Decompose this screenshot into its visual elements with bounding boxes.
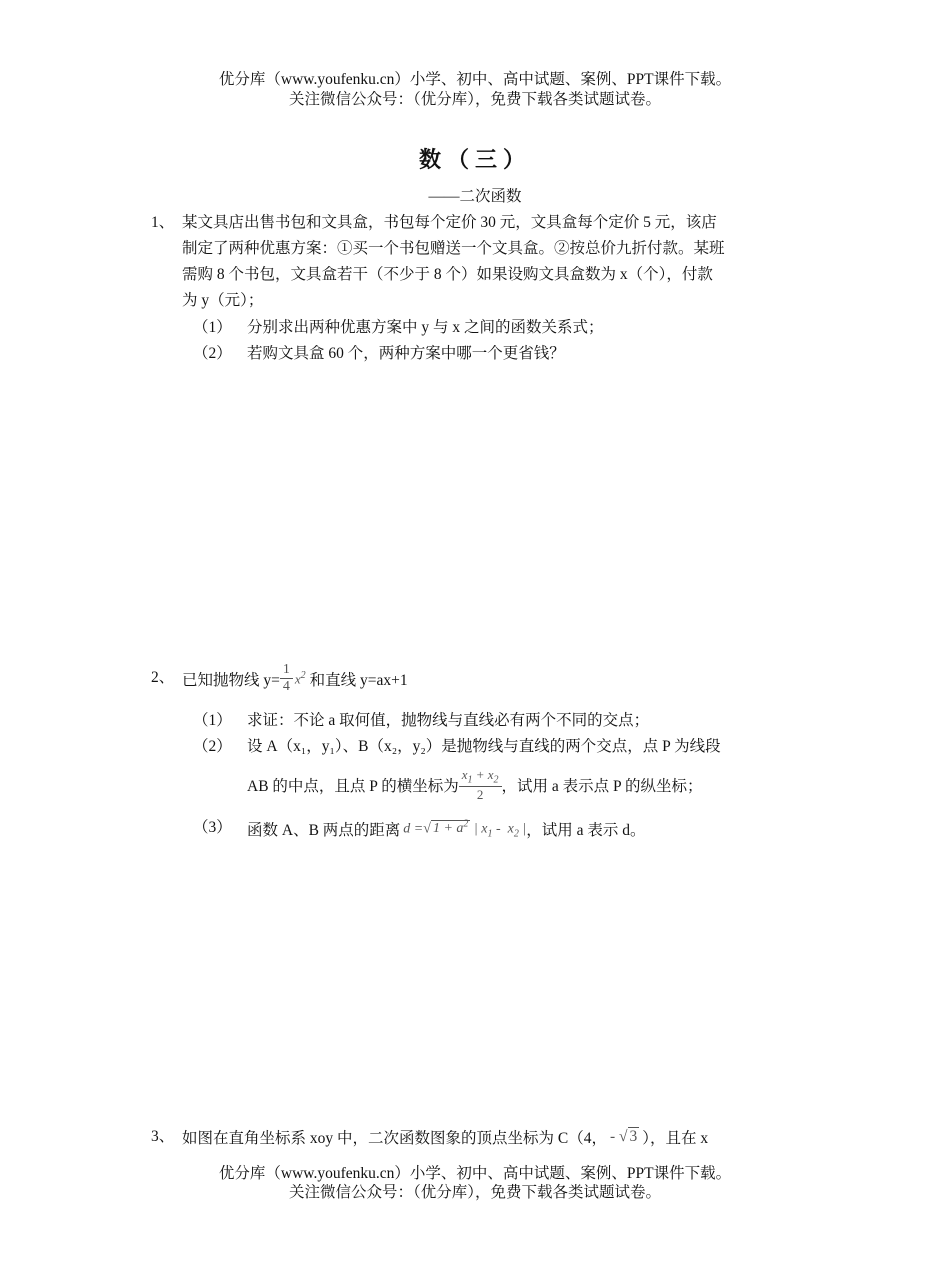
q2-fraction-numerator: 1: [280, 662, 293, 678]
q2-fraction: [280, 662, 293, 695]
q2-sub2-line2-text-a: AB 的中点，且点 P 的横坐标为: [247, 778, 459, 795]
q2-sub2-text: 设 A（x₁，y₁）、B（x₂，y₂）是抛物线与直线的两个交点，点 P 为线段: [247, 738, 721, 755]
q2-sub3-label: （3）: [193, 819, 232, 836]
footer-line-1: 优分库（www.youfenku.cn）小学、初中、高中试题、案例、PPT课件下载。: [218, 1165, 732, 1182]
q2-sub3-text-b: ，试用 a 表示 d。: [526, 822, 646, 839]
q3-text-a: 如图在直角坐标系 xoy 中，二次函数图象的顶点坐标为 C（4，: [182, 1130, 607, 1147]
q3-text-b: ），且在 x: [642, 1130, 709, 1147]
q1-line-3: 需购 8 个书包，文具盒若干（不少于 8 个）如果设购文具盒数为 x（个），付款: [182, 266, 713, 283]
q2-sub2-line2: [247, 763, 702, 807]
header-line-1: 优分库（www.youfenku.cn）小学、初中、高中试题、案例、PPT课件下载。: [218, 71, 732, 88]
q1-sub2-text: 若购文具盒 60 个，两种方案中哪一个更省钱？: [247, 345, 565, 362]
q3-number: 3、: [151, 1128, 175, 1145]
q3-line-1: [182, 1125, 708, 1149]
q1-number: 1、: [151, 214, 175, 231]
q1-line-4: 为 y（元）；: [182, 292, 264, 309]
q2-midpoint-fraction: [459, 768, 502, 802]
q2-intro: [182, 656, 408, 702]
footer-line-2: 关注微信公众号：（优分库），免费下载各类试题试卷。: [288, 1184, 661, 1201]
header-line-2: 关注微信公众号：（优分库），免费下载各类试题试卷。: [288, 91, 661, 108]
q2-x-squared: $x^2$: [294, 670, 306, 687]
q2-number: 2、: [151, 669, 175, 686]
page-subtitle: ——二次函数: [428, 188, 522, 205]
q2-intro-text-b: 和直线 y=ax+1: [309, 672, 408, 689]
q2-midpoint-denominator: 2: [476, 786, 484, 802]
q2-fraction-denominator: 4: [282, 678, 290, 694]
q2-sub2-label: （2）: [193, 738, 232, 755]
q2-sub2-line2-text-b: ，试用 a 表示点 P 的纵坐标；: [501, 778, 703, 795]
q2-distance-formula: d =√ $1 + a^2$ | $x_1 - x_2$ |: [403, 818, 527, 840]
q1-sub2-label: （2）: [193, 345, 232, 362]
page-title: 数（三）: [418, 147, 531, 172]
q2-sub1-label: （1）: [193, 712, 232, 729]
q2-midpoint-numerator: $x_1 + x_2$: [459, 768, 502, 787]
q2-sub1-text: 求证：不论 a 取何值，抛物线与直线必有两个不同的交点；: [247, 712, 650, 729]
q2-sub3: [247, 816, 645, 842]
q1-sub1-text: 分别求出两种优惠方案中 y 与 x 之间的函数关系式；: [247, 319, 604, 336]
q1-sub1-label: （1）: [193, 319, 232, 336]
q2-intro-text-a: 已知抛物线 y=: [182, 672, 280, 689]
q3-vertex-y-value: - √ 3: [609, 1128, 638, 1145]
q2-sub3-text-a: 函数 A、B 两点的距离: [247, 822, 401, 839]
q1-line-2: 制定了两种优惠方案：①买一个书包赠送一个文具盒。②按总价九折付款。某班: [182, 240, 725, 257]
q1-line-1: 某文具店出售书包和文具盒，书包每个定价 30 元，文具盒每个定价 5 元，该店: [182, 214, 717, 231]
